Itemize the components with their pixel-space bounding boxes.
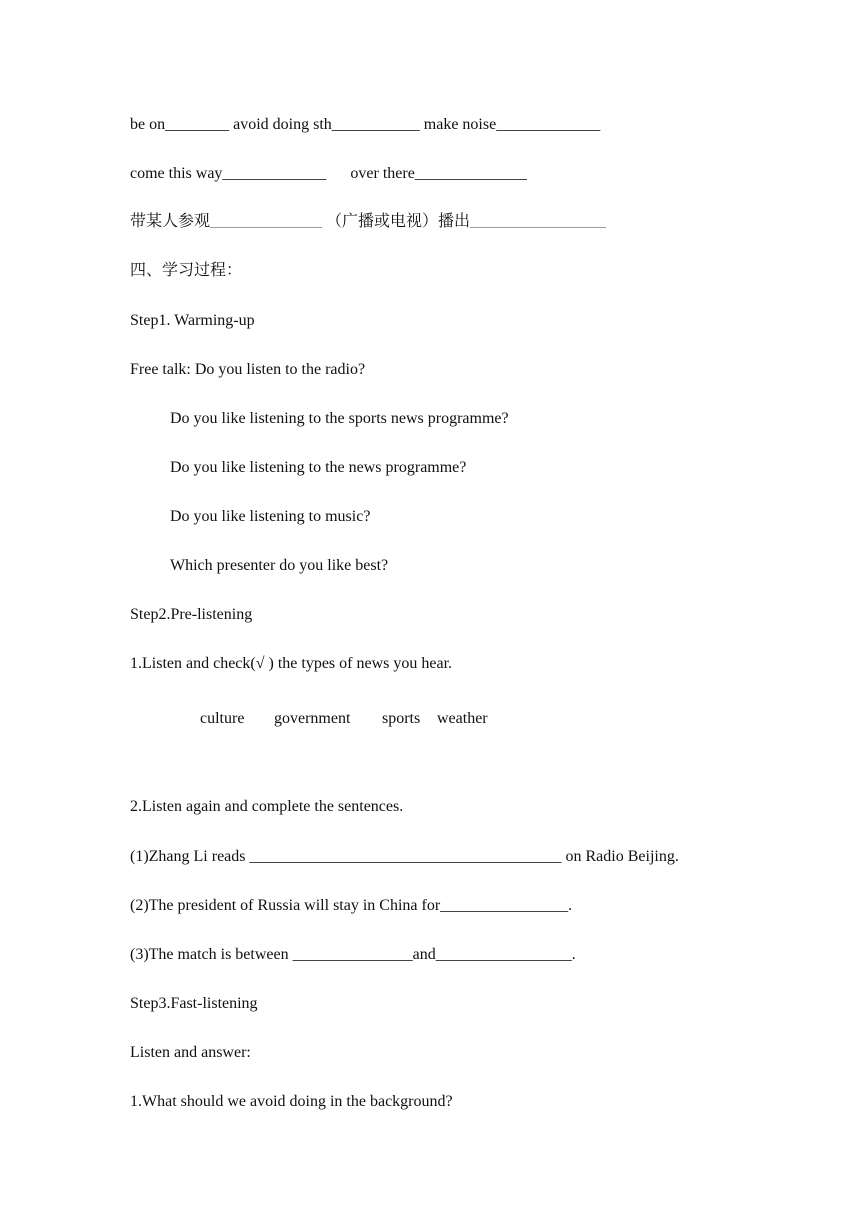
task-complete: 2.Listen again and complete the sentences.: [130, 798, 404, 815]
sentence-item[interactable]: (1)Zhang Li reads _______________________________________ on Radio Beijing.: [130, 848, 679, 865]
step3-title: Step3.Fast-listening: [130, 995, 258, 1012]
vocab-blank[interactable]: ___________: [331, 116, 420, 133]
sentence-item[interactable]: (3)The match is between _______________and_________________.: [130, 946, 576, 963]
step1-title: Step1. Warming-up: [130, 312, 255, 329]
vocab-blank[interactable]: _____________: [496, 116, 601, 133]
news-type-culture[interactable]: culture: [200, 710, 245, 727]
vocab-row-3: [130, 212, 606, 232]
vocab-gap: [326, 165, 350, 182]
question-item: 1.What should we avoid doing in the background?: [130, 1093, 453, 1110]
vocab-come-this-way: come this way: [130, 165, 223, 182]
news-type-weather[interactable]: weather: [437, 710, 488, 727]
news-type-sports[interactable]: sports: [382, 710, 421, 727]
step2-title: Step2.Pre-listening: [130, 606, 253, 623]
vocab-row-2: [130, 164, 527, 184]
vocab-broadcast: （广播或电视）播出: [322, 213, 471, 230]
vocab-blank[interactable]: ______________: [210, 213, 323, 230]
news-type-government[interactable]: government: [274, 710, 351, 727]
vocab-over-there: over there: [350, 165, 415, 182]
question-item: Do you like listening to the sports news programme?: [170, 410, 509, 427]
task-answer: Listen and answer:: [130, 1044, 251, 1061]
question-item: Which presenter do you like best?: [170, 557, 389, 574]
task-check: 1.Listen and check(√ ) the types of news you hear.: [130, 655, 453, 672]
vocab-avoid-doing: avoid doing sth: [229, 116, 332, 133]
vocab-row-1: [130, 115, 600, 135]
question-item: Do you like listening to music?: [170, 508, 371, 525]
vocab-be-on: be on: [130, 116, 166, 133]
vocab-blank[interactable]: ______________: [414, 165, 527, 182]
question-item: Do you like listening to the news programme?: [170, 459, 467, 476]
sentence-item[interactable]: (2)The president of Russia will stay in China for________________.: [130, 897, 573, 914]
vocab-blank[interactable]: _________________: [470, 213, 607, 230]
vocab-blank[interactable]: _____________: [222, 165, 327, 182]
free-talk: Free talk: Do you listen to the radio?: [130, 361, 366, 378]
vocab-show-around: 带某人参观: [130, 213, 211, 230]
section-heading: 四、学习过程：: [130, 262, 243, 279]
vocab-blank[interactable]: ________: [165, 116, 230, 133]
vocab-make-noise: make noise: [419, 116, 497, 133]
